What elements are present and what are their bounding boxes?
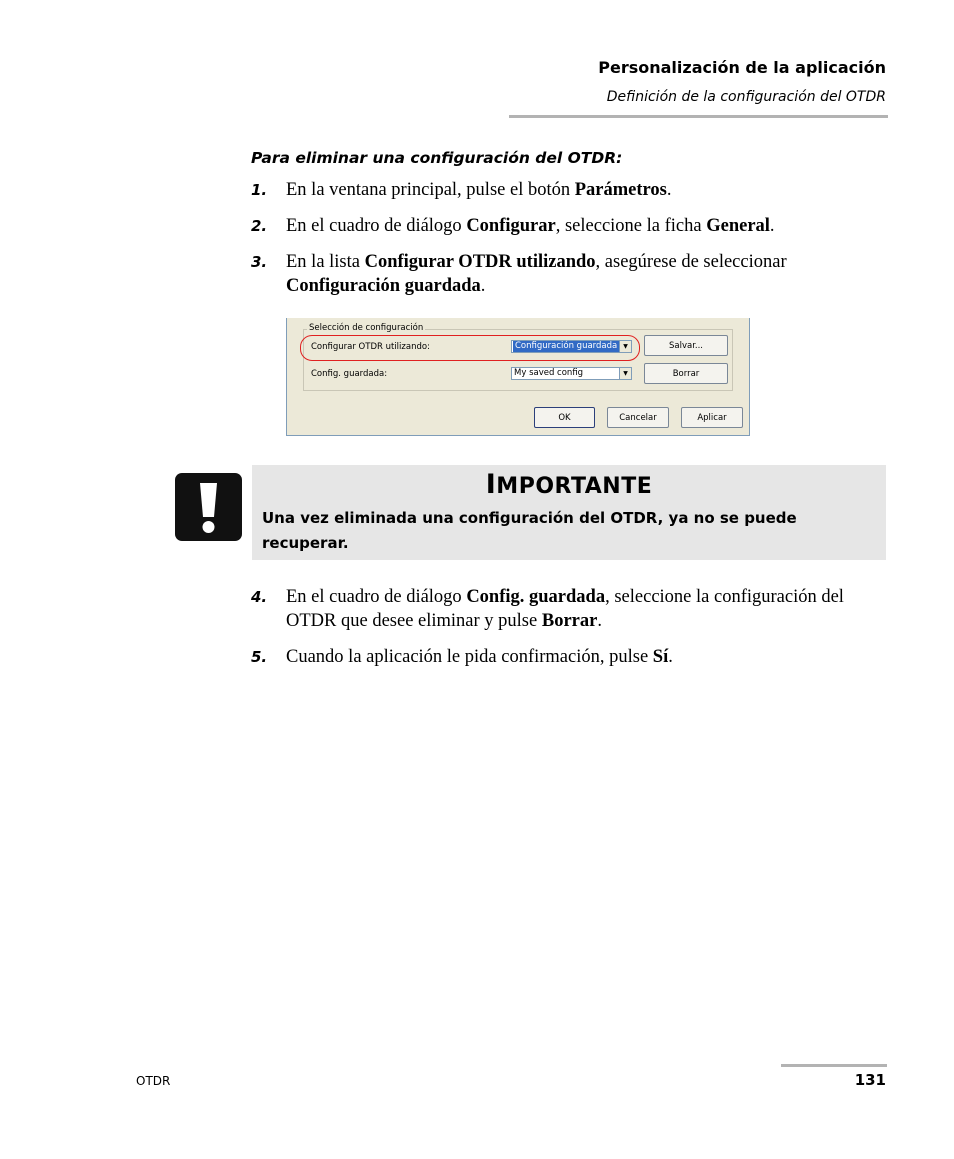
step-text: En la lista: [286, 252, 365, 272]
step-text: .: [666, 180, 672, 200]
step-2: [251, 214, 861, 238]
step-text: , seleccione la ficha: [555, 216, 707, 236]
step-text: .: [668, 647, 673, 667]
group-label: Selección de configuración: [309, 323, 424, 333]
step-3: [251, 250, 861, 298]
ok-button[interactable]: OK: [534, 407, 595, 428]
step-text: .: [769, 216, 775, 236]
step-text: .: [480, 276, 486, 296]
saved-config-label: Config. guardada:: [311, 369, 388, 379]
step-bold-term: Configurar: [466, 216, 556, 236]
step-text: .: [597, 611, 602, 631]
step-5: [251, 645, 861, 669]
configure-otdr-combo[interactable]: [511, 340, 632, 353]
important-note: [252, 465, 886, 560]
saved-config-combo[interactable]: [511, 367, 632, 380]
step-4: [251, 585, 861, 633]
step-bold-term: General: [706, 216, 770, 236]
step-number: 4.: [251, 588, 268, 606]
important-title: [252, 469, 886, 500]
step-number: 2.: [251, 217, 268, 235]
step-1: [251, 178, 861, 202]
header-rule: [509, 115, 888, 118]
delete-button[interactable]: Borrar: [644, 363, 728, 384]
important-title-rest: MPORTANTE: [496, 474, 653, 499]
exclamation-icon: [175, 473, 242, 541]
cancel-button[interactable]: Cancelar: [607, 407, 669, 428]
chevron-down-icon[interactable]: ▼: [619, 368, 631, 379]
step-text: , asegúrese de seleccionar: [595, 252, 787, 272]
apply-button[interactable]: Aplicar: [681, 407, 743, 428]
step-bold-term: Borrar: [541, 611, 598, 631]
step-text: , seleccione la configuración del OTDR que desee eliminar y pulse: [286, 587, 844, 631]
step-text: Cuando la aplicación le pida confirmación, pulse: [286, 647, 653, 667]
step-number: 1.: [251, 181, 268, 199]
step-number: 5.: [251, 648, 268, 666]
running-header-subtitle: Definición de la configuración del OTDR: [606, 89, 886, 105]
footer-rule: [781, 1064, 887, 1067]
page-number: 131: [854, 1071, 886, 1089]
settings-dialog-screenshot: [286, 318, 750, 436]
step-bold-term: Configuración guardada: [286, 276, 481, 296]
combo-value: My saved config: [514, 368, 584, 378]
step-bold-term: Sí: [652, 647, 669, 667]
combo-value: Configuración guardada: [515, 341, 618, 351]
important-title-initial: I: [485, 469, 497, 500]
step-bold-term: Configurar OTDR utilizando: [364, 252, 596, 272]
configure-otdr-label: Configurar OTDR utilizando:: [311, 342, 430, 352]
running-header-title: Personalización de la aplicación: [598, 58, 886, 77]
step-number: 3.: [251, 253, 268, 271]
step-text: En el cuadro de diálogo: [286, 216, 467, 236]
step-text: En la ventana principal, pulse el botón: [286, 180, 575, 200]
chevron-down-icon[interactable]: ▼: [619, 341, 631, 352]
step-text: En el cuadro de diálogo: [286, 587, 467, 607]
important-text: Una vez eliminada una configuración del OTDR, ya no se puede recuperar.: [262, 509, 797, 552]
step-bold-term: Config. guardada: [466, 587, 606, 607]
footer-product: OTDR: [136, 1074, 171, 1088]
procedure-title: Para eliminar una configuración del OTDR:: [251, 149, 623, 167]
save-button[interactable]: Salvar...: [644, 335, 728, 356]
step-bold-term: Parámetros: [574, 180, 667, 200]
